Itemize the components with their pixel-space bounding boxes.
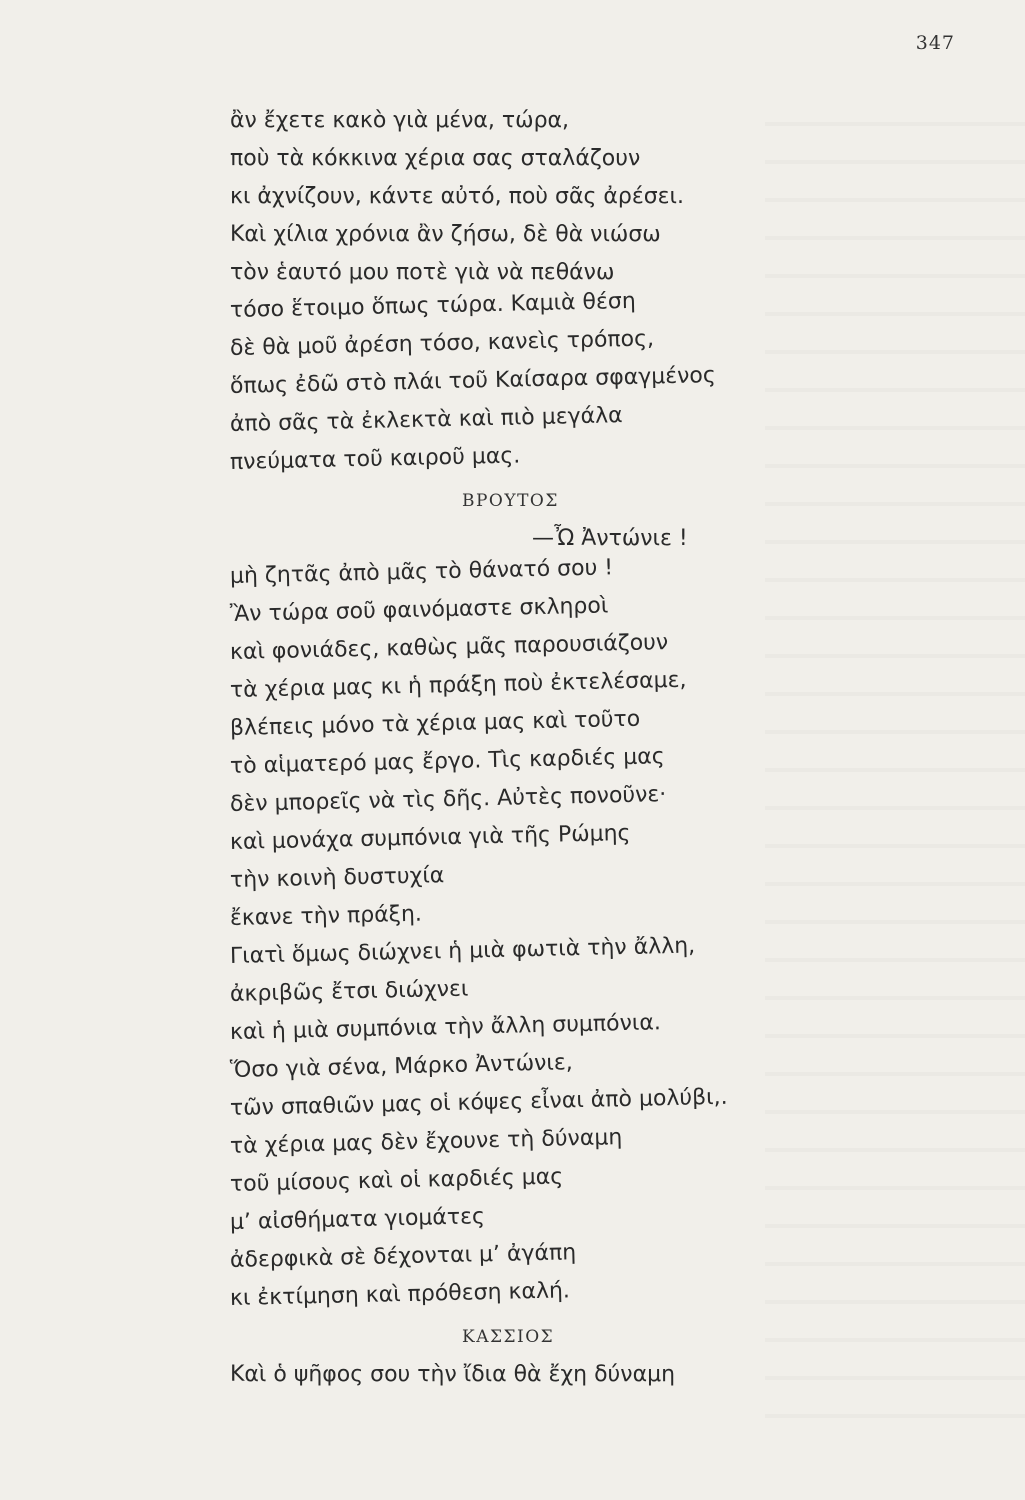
play-text <box>230 102 870 1394</box>
verse-line: δὲν μπορεῖς νὰ τὶς δῆς. Αὐτὲς πονοῦνε· <box>229 782 667 817</box>
speaker-name: ΒΡΟΥΤΟΣ <box>462 491 559 511</box>
verse-block-1 <box>230 102 870 482</box>
verse-line: κι ἀχνίζουν, κάντε αὐτό, ποὺ σᾶς ἀρέσει. <box>230 184 684 209</box>
verse-line: ὅπως ἐδῶ στὸ πλάι τοῦ Καίσαρα σφαγμένος <box>229 362 717 399</box>
verse-line: Καὶ ὁ ψῆφος σου τὴν ἴδια θὰ ἔχη δύναμη <box>230 1362 676 1387</box>
verse-line: ἀδερφικὰ σὲ δέχονται μ’ ἀγάπη <box>229 1240 577 1273</box>
verse-line: ἂν ἔχετε κακὸ γιὰ μένα, τώρα, <box>230 108 570 133</box>
verse-line: καὶ μονάχα συμπόνια γιὰ τῆς Ρώμης <box>229 820 631 855</box>
verse-line: ἀπὸ σᾶς τὰ ἐκλεκτὰ καὶ πιὸ μεγάλα <box>229 403 623 437</box>
verse-line: Γιατὶ ὅμως διώχνει ἡ μιὰ φωτιὰ τὴν ἄλλη, <box>229 933 696 969</box>
verse-line: Καὶ χίλια χρόνια ἂν ζήσω, δὲ θὰ νιώσω <box>230 222 661 247</box>
verse-line: τόσο ἕτοιμο ὅπως τώρα. Καμιὰ θέση <box>229 288 637 323</box>
verse-line: τοῦ μίσους καὶ οἱ καρδιές μας <box>229 1164 564 1197</box>
verse-line: —Ὦ Ἀντώνιε ! <box>532 526 688 551</box>
verse-line: τὰ χέρια μας δὲν ἔχουνε τὴ δύναμη <box>229 1125 623 1159</box>
verse-line: κι ἐκτίμηση καὶ πρόθεση καλή. <box>229 1278 571 1311</box>
verse-line: ἀκριβῶς ἔτσι διώχνει <box>229 976 469 1007</box>
verse-line: τὴν κοινὴ δυστυχία <box>229 863 445 893</box>
verse-line: τὸ αἱματερό μας ἔργο. Τὶς καρδιές μας <box>229 744 665 779</box>
verse-line: βλέπεις μόνο τὰ χέρια μας καὶ τοῦτο <box>229 706 641 741</box>
verse-line: καὶ φονιάδες, καθὼς μᾶς παρουσιάζουν <box>229 630 669 665</box>
verse-line: καὶ ἡ μιὰ συμπόνια τὴν ἄλλη συμπόνια. <box>229 1010 662 1045</box>
speaker-name: ΚΑΣΣΙΟΣ <box>462 1327 555 1347</box>
verse-line: Ἂν τώρα σοῦ φαινόμαστε σκληροὶ <box>229 593 609 627</box>
verse-line: τῶν σπαθιῶν μας οἱ κόψες εἶναι ἀπὸ μολύβι,. <box>229 1084 728 1121</box>
verse-line: ποὺ τὰ κόκκινα χέρια σας σταλάζουν <box>230 146 641 171</box>
verse-line: Ὅσο γιὰ σένα, Μάρκο Ἀντώνιε, <box>229 1050 573 1083</box>
verse-line: ἔκανε τὴν πράξη. <box>229 901 423 931</box>
verse-line: τὸν ἑαυτό μου ποτὲ γιὰ νὰ πεθάνω <box>230 260 615 285</box>
verse-line: μ’ αἰσθήματα γιομάτες <box>229 1204 486 1235</box>
page-number: 347 <box>915 32 955 54</box>
verse-line: δὲ θὰ μοῦ ἀρέση τόσο, κανεὶς τρόπος, <box>229 326 655 361</box>
verse-line: πνεύματα τοῦ καιροῦ μας. <box>229 443 521 475</box>
verse-line: τὰ χέρια μας κι ἡ πράξη ποὺ ἐκτελέσαμε, <box>229 667 687 703</box>
verse-block-2 <box>229 555 870 1318</box>
verse-line: μὴ ζητᾶς ἀπὸ μᾶς τὸ θάνατό σου ! <box>229 555 614 589</box>
